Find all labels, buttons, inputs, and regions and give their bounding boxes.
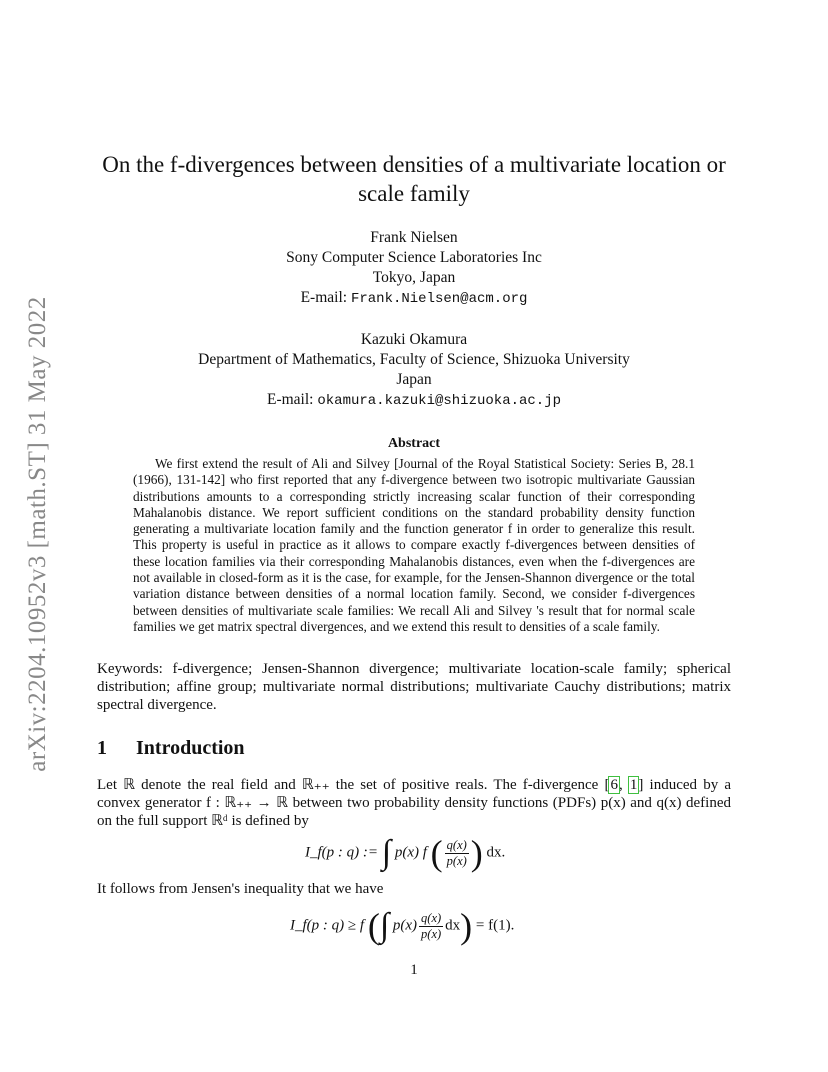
author-name: Frank Nielsen [370,229,458,246]
author-affiliation: Department of Mathematics, Faculty of Science, Shizuoka University [198,351,630,368]
author-location: Japan [396,371,432,388]
author-email-line [120,390,708,411]
eq-px: p(x) [392,917,418,934]
eq-fraction [419,911,443,942]
author-location: Tokyo, Japan [372,269,456,286]
email-label: E-mail: [266,391,314,408]
paper-title: On the f-divergences between densities of a multivariate location or scale family [102,152,726,206]
abstract-text: We first extend the result of Ali and Silvey [Journal of the Royal Statistical Society: Series B, 28.1 (1966), 131-142] who first reported that any f-divergence between two isotropic multivariate Gaussian distributions amounts to a corresponding strictly increasing scalar function of their corresponding Mahalanobis distance. We report sufficient conditions on the standard probability density function generating a multivariate location family and the function generator f in order to generalize this result. This property is useful in practice as it allows to compare exactly f-divergences between densities of these location families via their corresponding Mahalanobis distances, even when the f-divergences are not available in closed-form as it is the case, for example, for the Jensen-Shannon divergence or the total variation distance between densities of a normal location family. Second, we consider f-divergences between densities of multivariate scale families: We recall Ali and Silvey 's result that for normal scale families we get matrix spectral divergences, and we extend this result to densities of a scale family. [133,456,695,634]
eq-lhs: I_f(p : q) := [305,844,379,861]
section-number: 1 [97,737,107,759]
intro-paragraph-2: It follows from Jensen's inequality that we have [97,881,384,897]
keywords: Keywords: f-divergence; Jensen-Shannon divergence; multivariate location-scale family; spherical distribution; affine group; multivariate normal distributions; multivariate Cauchy distributions; matrix spectral divergence. [97,661,731,713]
intro-paragraph-1 [97,776,731,830]
eq-integrand: p(x) f [394,844,427,861]
eq-rhs: = f(1). [475,917,515,934]
paren-right: ) [470,833,483,873]
text-run: Let ℝ denote the real field and ℝ₊₊ the set of positive reals. The f-divergence [ [97,777,610,793]
citation-link[interactable]: 1 [629,777,638,793]
arxiv-identifier-stamp: arXiv:2204.10952v3 [math.ST] 31 May 2022 [24,296,51,772]
integral-sign: ∫ [379,907,390,944]
equation-f-divergence [305,832,505,874]
paren-right: ) [460,906,473,946]
citation-link[interactable]: 6 [610,777,618,793]
section-title: Introduction [136,737,245,759]
eq-fraction [445,838,469,869]
eq-lhs: I_f(p : q) ≥ f [290,917,365,934]
paren-left: ( [367,906,380,946]
author-email-line [120,288,708,309]
frac-denominator: p(x) [446,853,467,868]
frac-numerator: q(x) [446,837,467,852]
email-label: E-mail: [300,289,348,306]
author-block-1 [120,228,708,309]
text-run: , [618,777,629,793]
eq-tail: dx. [486,844,506,861]
author-name: Kazuki Okamura [360,331,468,348]
section-heading [97,737,245,760]
author-affiliation: Sony Computer Science Laboratories Inc [286,249,542,266]
integral-sign: ∫ [381,834,392,871]
author-block-2 [120,330,708,411]
equation-jensen [290,905,514,947]
frac-denominator: p(x) [421,926,442,941]
author-email[interactable]: okamura.kazuki@shizuoka.ac.jp [317,393,561,409]
text-run: ] induced by a convex generator f : ℝ₊₊ → ℝ between two probability density functions (PDFs) p(x) and q(x) defined on the full support ℝᵈ is defined by [97,777,732,829]
page-number: 1 [410,962,418,978]
abstract-heading: Abstract [387,436,441,451]
author-email[interactable]: Frank.Nielsen@acm.org [350,291,528,307]
frac-numerator: q(x) [421,910,442,925]
paren-left: ( [430,833,443,873]
eq-dx: dx [445,917,461,934]
